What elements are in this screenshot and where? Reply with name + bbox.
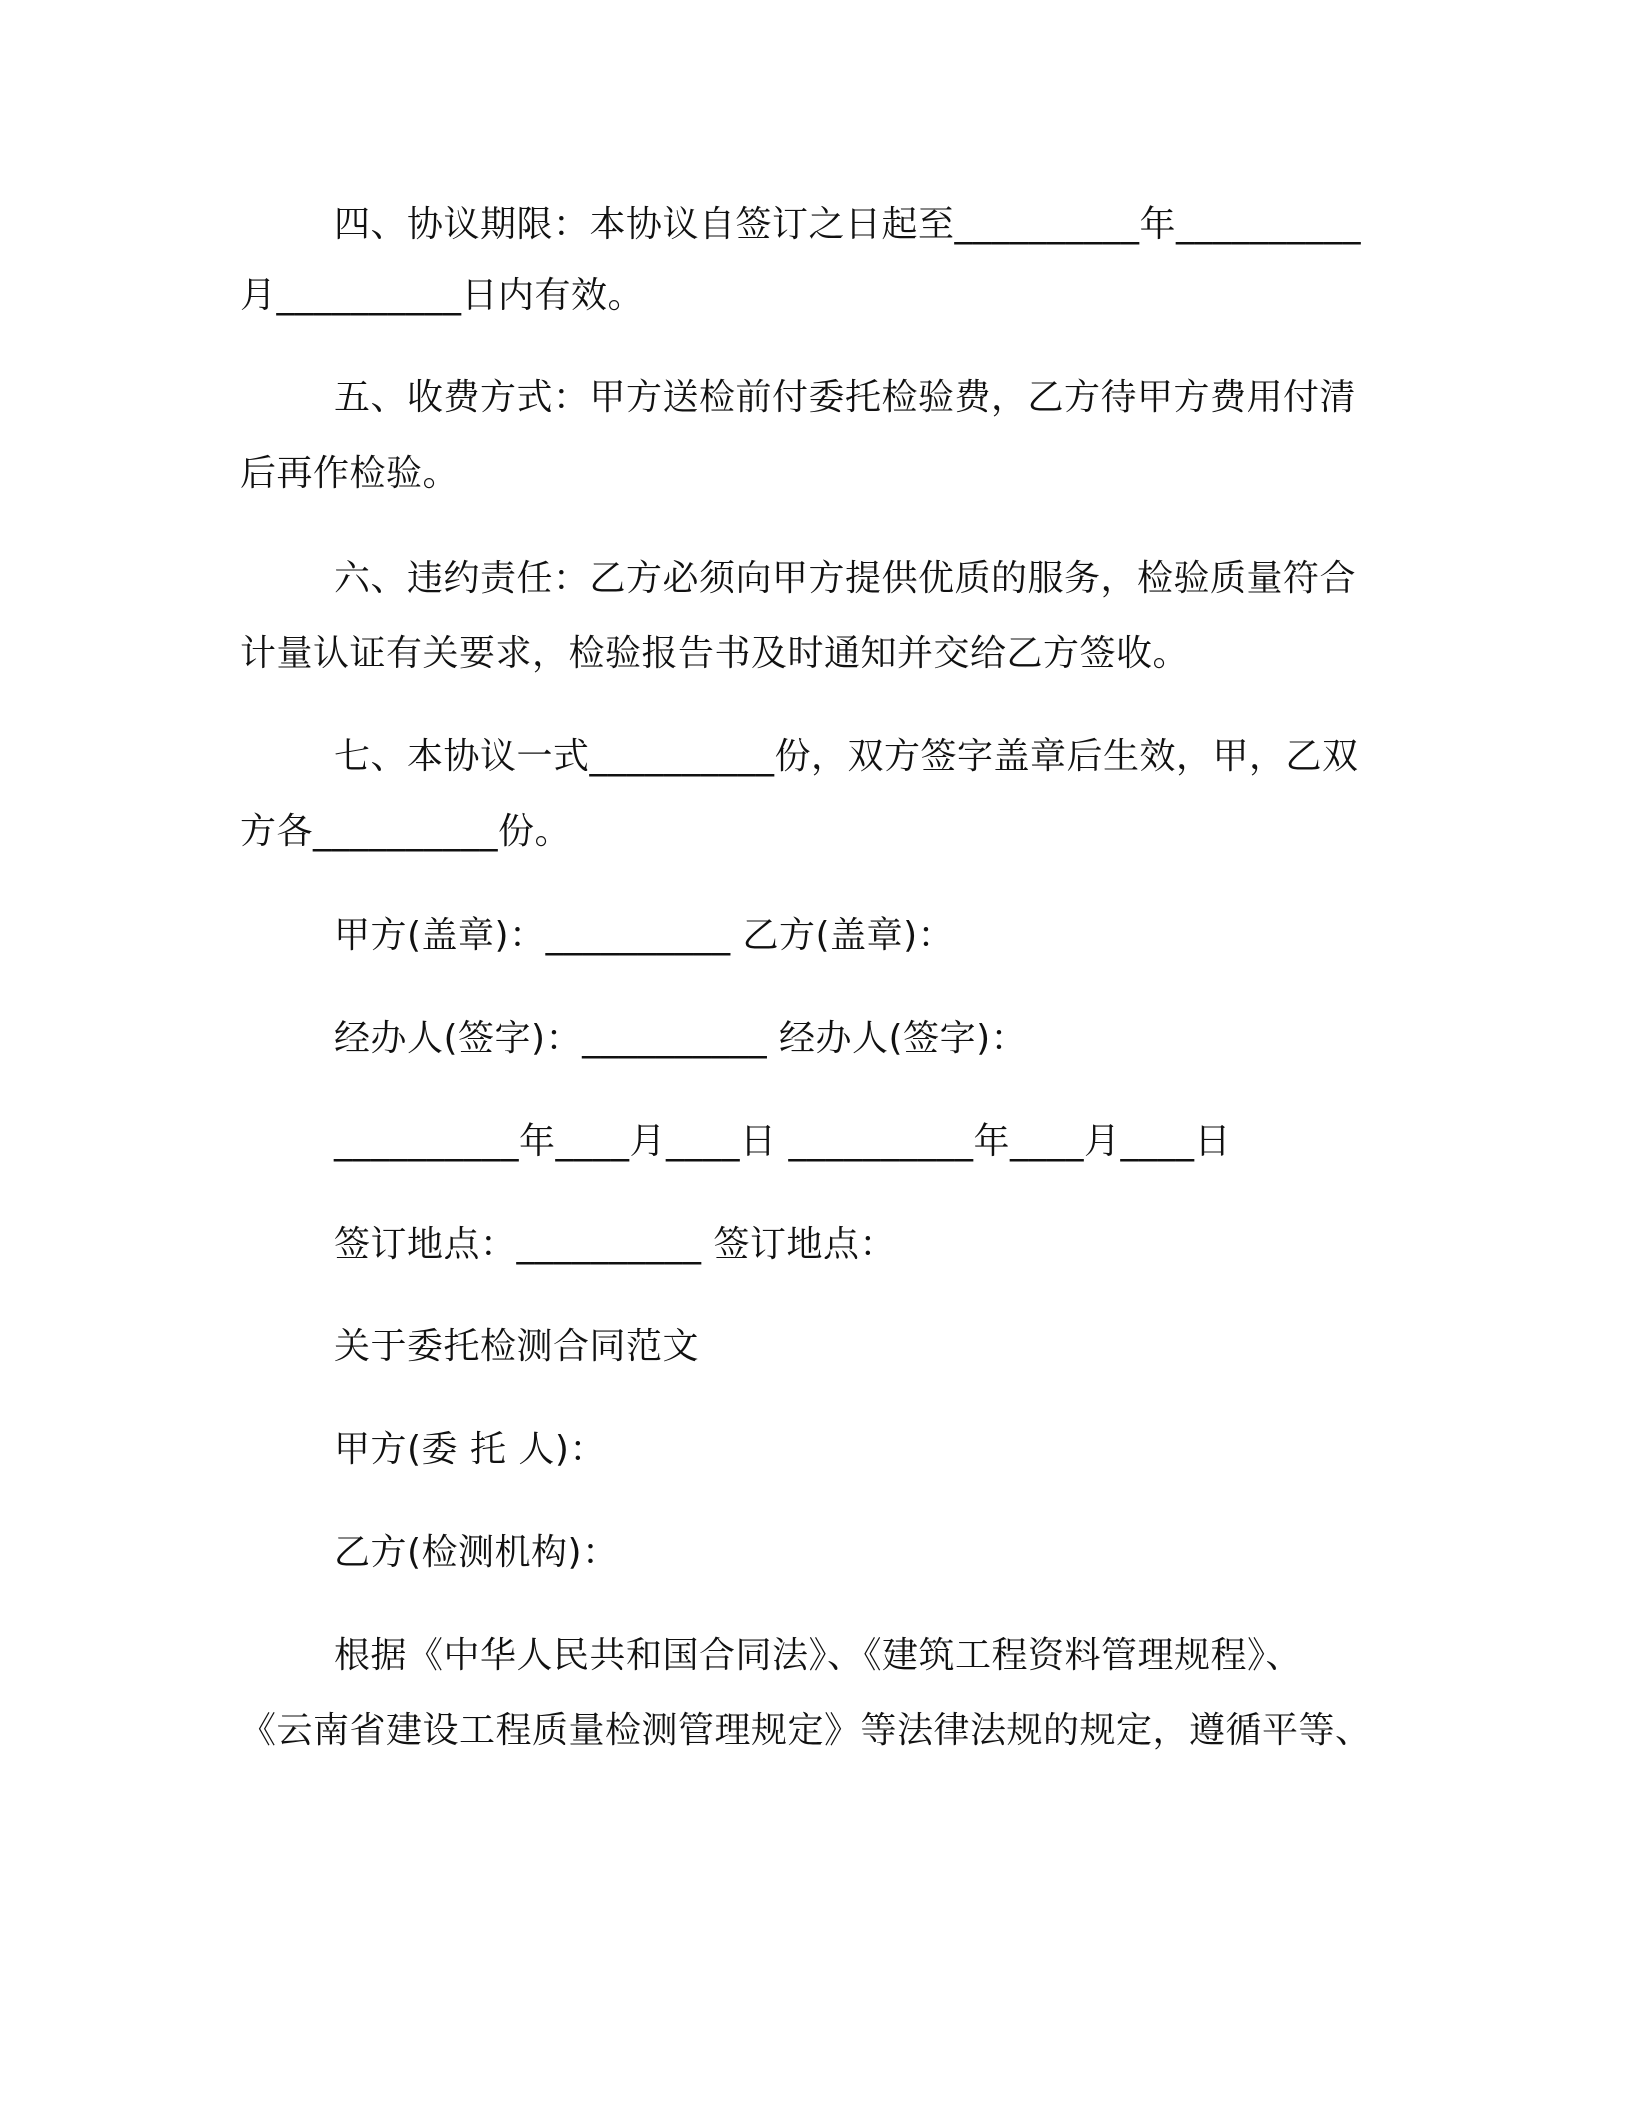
clause-4-line-1: 四、协议期限：本协议自签订之日起至__________年__________ — [334, 204, 1362, 245]
clause-7-line-1: 七、本协议一式__________份，双方签字盖章后生效，甲，乙双 — [334, 736, 1359, 777]
clause-5-line-1: 五、收费方式：甲方送检前付委托检验费，乙方待甲方费用付清 — [334, 377, 1357, 418]
basis-line-2: 《云南省建设工程质量检测管理规定》等法律法规的规定，遵循平等、 — [240, 1710, 1372, 1751]
date-line: __________年____月____日 __________年____月____日 — [334, 1121, 1231, 1162]
clause-4-line-2: 月__________日内有效。 — [240, 275, 645, 316]
clause-6-line-2: 计量认证有关要求，检验报告书及时通知并交给乙方签收。 — [240, 633, 1190, 674]
signing-place-line: 签订地点：__________ 签订地点： — [334, 1224, 896, 1265]
clause-6-line-1: 六、违约责任：乙方必须向甲方提供优质的服务，检验质量符合 — [334, 558, 1357, 599]
party-b-line: 乙方(检测机构)： — [334, 1532, 619, 1573]
signatory-line: 经办人(签字)：__________ 经办人(签字)： — [334, 1018, 1028, 1059]
clause-5-line-2: 后再作检验。 — [240, 453, 460, 494]
section-title: 关于委托检测合同范文 — [334, 1326, 700, 1367]
party-a-line: 甲方(委 托 人)： — [334, 1429, 606, 1470]
clause-7-line-2: 方各__________份。 — [240, 811, 572, 852]
seal-line: 甲方(盖章)：__________ 乙方(盖章)： — [334, 915, 955, 956]
basis-line-1: 根据《中华人民共和国合同法》、《建筑工程资料管理规程》、 — [334, 1635, 1303, 1676]
